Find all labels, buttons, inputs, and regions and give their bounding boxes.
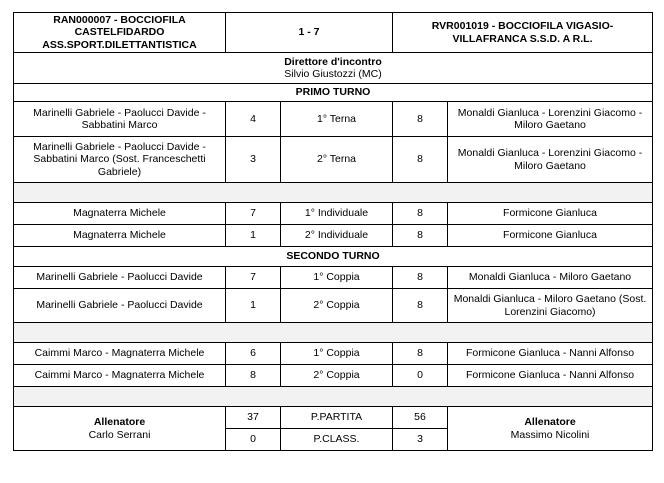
match-row — [14, 343, 653, 365]
round-title: SECONDO TURNO — [14, 247, 653, 267]
separator-row — [14, 387, 653, 407]
away-players: Formicone Gianluca - Nanni Alfonso — [448, 343, 653, 365]
away-score: 8 — [393, 289, 448, 323]
away-players: Formicone Gianluca - Nanni Alfonso — [448, 365, 653, 387]
home-players: Marinelli Gabriele - Paolucci Davide — [14, 267, 226, 289]
away-coach-title: Allenatore — [524, 416, 576, 428]
home-score: 3 — [226, 137, 281, 183]
home-coach-name: Carlo Serrani — [88, 428, 151, 441]
match-score: 1 - 7 — [226, 13, 393, 53]
footer-row — [14, 407, 653, 429]
away-players: Formicone Gianluca — [448, 225, 653, 247]
home-players: Caimmi Marco - Magnaterra Michele — [14, 343, 226, 365]
partita-label: P.PARTITA — [281, 407, 393, 429]
home-score: 6 — [226, 343, 281, 365]
home-players: Magnaterra Michele — [14, 203, 226, 225]
director-row — [14, 53, 653, 84]
match-row — [14, 365, 653, 387]
discipline: 2° Terna — [281, 137, 393, 183]
away-coach-cell — [448, 407, 653, 451]
match-row — [14, 225, 653, 247]
match-row — [14, 102, 653, 137]
away-players: Monaldi Gianluca - Miloro Gaetano — [448, 267, 653, 289]
match-report — [13, 12, 652, 451]
home-score: 7 — [226, 267, 281, 289]
home-players: Marinelli Gabriele - Paolucci Davide - Sabbatini Marco — [14, 102, 226, 137]
home-score: 8 — [226, 365, 281, 387]
class-away: 3 — [393, 429, 448, 451]
discipline: 2° Coppia — [281, 365, 393, 387]
separator-row — [14, 323, 653, 343]
class-label: P.CLASS. — [281, 429, 393, 451]
discipline: 1° Individuale — [281, 203, 393, 225]
away-score: 8 — [393, 203, 448, 225]
partita-home: 37 — [226, 407, 281, 429]
class-home: 0 — [226, 429, 281, 451]
separator-row — [14, 183, 653, 203]
away-players: Monaldi Gianluca - Lorenzini Giacomo - Miloro Gaetano — [448, 102, 653, 137]
home-score: 1 — [226, 225, 281, 247]
match-row — [14, 137, 653, 183]
discipline: 1° Terna — [281, 102, 393, 137]
home-coach-cell — [14, 407, 226, 451]
home-team: RAN000007 - BOCCIOFILA CASTELFIDARDO ASS.SPORT.DILETTANTISTICA — [14, 13, 226, 53]
director-cell — [14, 53, 653, 84]
match-row — [14, 203, 653, 225]
away-team: RVR001019 - BOCCIOFILA VIGASIO-VILLAFRANCA S.S.D. A R.L. — [393, 13, 653, 53]
header-row — [14, 13, 653, 53]
away-coach-name: Massimo Nicolini — [510, 428, 590, 441]
match-row — [14, 267, 653, 289]
partita-away: 56 — [393, 407, 448, 429]
discipline: 1° Coppia — [281, 343, 393, 365]
round-title: PRIMO TURNO — [14, 84, 653, 102]
home-coach-title: Allenatore — [93, 416, 146, 428]
away-players: Formicone Gianluca — [448, 203, 653, 225]
home-players: Marinelli Gabriele - Paolucci Davide — [14, 289, 226, 323]
away-score: 8 — [393, 225, 448, 247]
separator — [14, 323, 653, 343]
director-name: Silvio Giustozzi (MC) — [284, 68, 382, 80]
away-score: 8 — [393, 137, 448, 183]
discipline: 2° Coppia — [281, 289, 393, 323]
away-score: 8 — [393, 267, 448, 289]
round-title-row — [14, 247, 653, 267]
home-players: Marinelli Gabriele - Paolucci Davide - Sabbatini Marco (Sost. Franceschetti Gabriele) — [14, 137, 226, 183]
away-score: 8 — [393, 102, 448, 137]
match-report-table — [13, 12, 653, 451]
away-score: 0 — [393, 365, 448, 387]
director-title: Direttore d'incontro — [284, 55, 382, 68]
home-players: Caimmi Marco - Magnaterra Michele — [14, 365, 226, 387]
home-score: 7 — [226, 203, 281, 225]
away-score: 8 — [393, 343, 448, 365]
away-players: Monaldi Gianluca - Lorenzini Giacomo - Miloro Gaetano — [448, 137, 653, 183]
discipline: 1° Coppia — [281, 267, 393, 289]
home-score: 4 — [226, 102, 281, 137]
round-title-row — [14, 84, 653, 102]
away-players: Monaldi Gianluca - Miloro Gaetano (Sost. Lorenzini Giacomo) — [448, 289, 653, 323]
home-score: 1 — [226, 289, 281, 323]
home-players: Magnaterra Michele — [14, 225, 226, 247]
match-row — [14, 289, 653, 323]
discipline: 2° Individuale — [281, 225, 393, 247]
separator — [14, 387, 653, 407]
separator — [14, 183, 653, 203]
